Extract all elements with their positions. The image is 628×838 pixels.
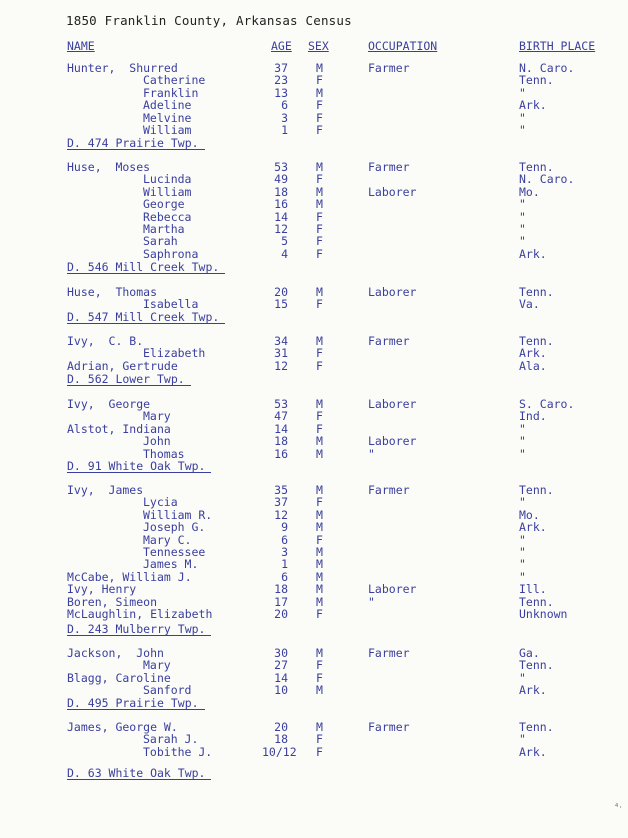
member-age: 17 xyxy=(274,594,288,609)
member-sex: M xyxy=(316,557,323,572)
table-row xyxy=(0,534,628,546)
member-birth-place: Tenn. xyxy=(519,720,554,734)
member-name: Blagg, Caroline xyxy=(67,670,171,685)
member-age: 13 xyxy=(274,85,288,100)
member-name: William xyxy=(143,184,192,199)
member-name: Sanford xyxy=(143,683,192,698)
page-mark: ⁴⸱ xyxy=(614,803,622,813)
member-age: 16 xyxy=(274,197,288,212)
member-birth-place: " xyxy=(519,421,526,436)
table-row xyxy=(0,173,628,185)
member-age: 31 xyxy=(274,346,288,361)
township-label: D. 63 White Oak Twp. xyxy=(67,767,211,780)
table-row xyxy=(0,347,628,359)
member-age: 9 xyxy=(281,520,288,535)
member-name: Catherine xyxy=(143,73,206,88)
member-name: James, George W. xyxy=(67,720,178,734)
member-sex: F xyxy=(316,495,323,510)
member-age: 20 xyxy=(274,285,288,299)
member-occupation: Laborer xyxy=(368,184,417,199)
member-occupation: Farmer xyxy=(368,334,410,348)
member-name: James M. xyxy=(143,557,199,572)
member-occupation: " xyxy=(368,594,375,609)
member-sex: F xyxy=(316,222,323,236)
member-sex: F xyxy=(316,209,323,224)
member-birth-place: " xyxy=(519,732,526,747)
member-age: 27 xyxy=(274,658,288,673)
member-birth-place: Ark. xyxy=(519,98,547,113)
table-row xyxy=(0,186,628,198)
member-age: 10/12 xyxy=(262,744,297,759)
township-label: D. 474 Prairie Twp. xyxy=(67,137,205,150)
member-age: 14 xyxy=(274,209,288,224)
member-age: 14 xyxy=(274,670,288,685)
table-row xyxy=(0,112,628,124)
member-sex: M xyxy=(316,397,323,411)
member-name: Joseph G. xyxy=(143,520,206,535)
member-sex: F xyxy=(316,246,323,261)
table-row xyxy=(0,298,628,310)
table-row xyxy=(0,733,628,745)
header-sex: SEX xyxy=(308,39,329,53)
member-age: 18 xyxy=(274,184,288,199)
member-age: 34 xyxy=(274,334,288,348)
member-sex: F xyxy=(316,73,323,88)
member-age: 23 xyxy=(274,73,288,88)
member-name: Elizabeth xyxy=(143,346,206,361)
member-sex: M xyxy=(316,446,323,461)
table-row xyxy=(0,360,628,372)
member-name: Adrian, Gertrude xyxy=(67,358,178,373)
member-birth-place: " xyxy=(519,234,526,249)
member-name: Tennessee xyxy=(143,545,206,559)
table-row xyxy=(0,558,628,570)
member-name: Saphrona xyxy=(143,246,199,261)
member-name: Martha xyxy=(143,222,185,236)
member-birth-place: " xyxy=(519,197,526,212)
member-sex: F xyxy=(316,744,323,759)
member-age: 16 xyxy=(274,446,288,461)
table-row xyxy=(0,99,628,111)
table-row xyxy=(0,583,628,595)
member-age: 15 xyxy=(274,297,288,312)
member-age: 1 xyxy=(281,123,288,137)
member-name: McLaughlin, Elizabeth xyxy=(67,607,213,621)
township-label: D. 243 Mulberry Twp. xyxy=(67,623,211,636)
member-sex: F xyxy=(316,110,323,125)
member-birth-place: " xyxy=(519,557,526,572)
member-age: 6 xyxy=(281,569,288,584)
member-birth-place: Tenn. xyxy=(519,285,554,299)
member-birth-place: Tenn. xyxy=(519,483,554,497)
header-name: NAME xyxy=(67,39,95,53)
member-occupation: Farmer xyxy=(368,646,410,660)
member-age: 3 xyxy=(281,545,288,559)
member-birth-place: Tenn. xyxy=(519,334,554,348)
member-sex: F xyxy=(316,409,323,424)
member-name: Franklin xyxy=(143,85,199,100)
member-birth-place: Ill. xyxy=(519,582,547,597)
table-row xyxy=(0,74,628,86)
member-age: 47 xyxy=(274,409,288,424)
member-sex: F xyxy=(316,732,323,747)
member-sex: M xyxy=(316,434,323,449)
member-occupation: Laborer xyxy=(368,397,417,411)
header-occupation: OCCUPATION xyxy=(368,39,438,53)
table-row xyxy=(0,608,628,620)
table-row xyxy=(0,423,628,435)
member-age: 12 xyxy=(274,358,288,373)
township-label: D. 546 Mill Creek Twp. xyxy=(67,261,225,274)
member-sex: F xyxy=(316,346,323,361)
member-occupation: Farmer xyxy=(368,160,410,174)
member-sex: M xyxy=(316,507,323,522)
member-age: 12 xyxy=(274,507,288,522)
member-birth-place: Mo. xyxy=(519,507,540,522)
member-age: 18 xyxy=(274,434,288,449)
member-sex: M xyxy=(316,520,323,535)
table-row xyxy=(0,211,628,223)
table-row xyxy=(0,124,628,136)
member-age: 37 xyxy=(274,61,288,75)
member-birth-place: " xyxy=(519,209,526,224)
member-sex: M xyxy=(316,197,323,212)
member-birth-place: " xyxy=(519,123,526,137)
member-name: Tobithe J. xyxy=(143,744,213,759)
table-row xyxy=(0,659,628,671)
member-sex: M xyxy=(316,720,323,734)
member-birth-place: Va. xyxy=(519,297,540,312)
member-occupation: Laborer xyxy=(368,434,417,449)
member-name: Sarah xyxy=(143,234,178,249)
member-birth-place: " xyxy=(519,545,526,559)
member-age: 6 xyxy=(281,98,288,113)
member-name: Adeline xyxy=(143,98,192,113)
member-sex: F xyxy=(316,658,323,673)
member-age: 1 xyxy=(281,557,288,572)
member-birth-place: " xyxy=(519,222,526,236)
member-birth-place: N. Caro. xyxy=(519,61,575,75)
member-birth-place: Ind. xyxy=(519,409,547,424)
member-occupation: Farmer xyxy=(368,61,410,75)
table-row xyxy=(0,546,628,558)
member-sex: M xyxy=(316,594,323,609)
member-age: 6 xyxy=(281,532,288,547)
member-birth-place: S. Caro. xyxy=(519,397,575,411)
member-birth-place: Ark. xyxy=(519,346,547,361)
member-sex: F xyxy=(316,607,323,621)
member-name: Rebecca xyxy=(143,209,192,224)
member-age: 3 xyxy=(281,110,288,125)
member-age: 18 xyxy=(274,582,288,597)
member-age: 53 xyxy=(274,160,288,174)
header-birth-place: BIRTH PLACE xyxy=(519,39,596,53)
table-row xyxy=(0,223,628,235)
table-row xyxy=(0,235,628,247)
member-name: William R. xyxy=(143,507,213,522)
member-age: 35 xyxy=(274,483,288,497)
table-row xyxy=(0,484,628,496)
member-name: McCabe, William J. xyxy=(67,569,192,584)
township-label: D. 91 White Oak Twp. xyxy=(67,460,211,473)
member-name: William xyxy=(143,123,192,137)
member-name: Mary xyxy=(143,409,171,424)
member-birth-place: Tenn. xyxy=(519,73,554,88)
member-sex: F xyxy=(316,234,323,249)
member-age: 49 xyxy=(274,172,288,187)
member-occupation: Farmer xyxy=(368,720,410,734)
member-name: Ivy, George xyxy=(67,397,151,411)
member-birth-place: N. Caro. xyxy=(519,172,575,187)
member-name: Sarah J. xyxy=(143,732,199,747)
member-birth-place: Ark. xyxy=(519,744,547,759)
member-name: Huse, Thomas xyxy=(67,285,158,299)
table-row xyxy=(0,435,628,447)
member-age: 10 xyxy=(274,683,288,698)
member-sex: F xyxy=(316,421,323,436)
member-name: Lycia xyxy=(143,495,178,510)
member-sex: F xyxy=(316,123,323,137)
member-age: 5 xyxy=(281,234,288,249)
member-age: 37 xyxy=(274,495,288,510)
member-name: Ivy, C. B. xyxy=(67,334,144,348)
member-age: 20 xyxy=(274,607,288,621)
header-age: AGE xyxy=(271,39,292,53)
member-sex: M xyxy=(316,334,323,348)
township-label: D. 547 Mill Creek Twp. xyxy=(67,311,225,324)
member-sex: M xyxy=(316,646,323,660)
member-birth-place: " xyxy=(519,495,526,510)
member-age: 30 xyxy=(274,646,288,660)
member-sex: F xyxy=(316,297,323,312)
member-birth-place: " xyxy=(519,110,526,125)
member-sex: M xyxy=(316,160,323,174)
member-birth-place: Mo. xyxy=(519,184,540,199)
member-sex: M xyxy=(316,285,323,299)
table-row xyxy=(0,248,628,260)
table-row xyxy=(0,496,628,508)
member-sex: F xyxy=(316,358,323,373)
township-label: D. 562 Lower Twp. xyxy=(67,373,191,386)
member-name: Ivy, James xyxy=(67,483,144,497)
member-name: John xyxy=(143,434,171,449)
member-birth-place: " xyxy=(519,532,526,547)
table-row xyxy=(0,684,628,696)
member-name: Ivy, Henry xyxy=(67,582,137,597)
member-occupation: Laborer xyxy=(368,582,417,597)
member-sex: F xyxy=(316,532,323,547)
member-age: 18 xyxy=(274,732,288,747)
member-birth-place: " xyxy=(519,670,526,685)
member-name: Melvine xyxy=(143,110,192,125)
table-row xyxy=(0,410,628,422)
member-name: Alstot, Indiana xyxy=(67,421,171,436)
member-birth-place: Tenn. xyxy=(519,160,554,174)
member-age: 53 xyxy=(274,397,288,411)
township-label: D. 495 Prairie Twp. xyxy=(67,697,205,710)
member-name: Jackson, John xyxy=(67,646,164,660)
member-name: Mary C. xyxy=(143,532,192,547)
table-row xyxy=(0,198,628,210)
table-row xyxy=(0,521,628,533)
member-birth-place: Ala. xyxy=(519,358,547,373)
member-sex: M xyxy=(316,483,323,497)
member-birth-place: " xyxy=(519,434,526,449)
member-occupation: " xyxy=(368,446,375,461)
member-age: 12 xyxy=(274,222,288,236)
member-sex: M xyxy=(316,184,323,199)
member-name: Hunter, Shurred xyxy=(67,61,178,75)
member-name: Boren, Simeon xyxy=(67,594,158,609)
member-sex: F xyxy=(316,98,323,113)
member-birth-place: " xyxy=(519,85,526,100)
member-name: Thomas xyxy=(143,446,185,461)
member-birth-place: " xyxy=(519,446,526,461)
member-name: Lucinda xyxy=(143,172,192,187)
member-sex: M xyxy=(316,569,323,584)
member-age: 20 xyxy=(274,720,288,734)
table-row xyxy=(0,721,628,733)
member-age: 4 xyxy=(281,246,288,261)
member-name: Mary xyxy=(143,658,171,673)
member-sex: F xyxy=(316,670,323,685)
member-occupation: Farmer xyxy=(368,483,410,497)
member-sex: M xyxy=(316,61,323,75)
member-name: Huse, Moses xyxy=(67,160,151,174)
member-name: Isabella xyxy=(143,297,199,312)
member-birth-place: Ga. xyxy=(519,646,540,660)
member-birth-place: Tenn. xyxy=(519,658,554,673)
member-name: George xyxy=(143,197,185,212)
member-birth-place: Tenn. xyxy=(519,594,554,609)
member-sex: F xyxy=(316,172,323,187)
page-title: 1850 Franklin County, Arkansas Census xyxy=(66,13,352,28)
member-birth-place: " xyxy=(519,569,526,584)
member-occupation: Laborer xyxy=(368,285,417,299)
table-row xyxy=(0,746,628,758)
member-sex: M xyxy=(316,545,323,559)
member-sex: M xyxy=(316,683,323,698)
member-sex: M xyxy=(316,582,323,597)
member-birth-place: Ark. xyxy=(519,246,547,261)
member-birth-place: Ark. xyxy=(519,520,547,535)
member-age: 14 xyxy=(274,421,288,436)
member-sex: M xyxy=(316,85,323,100)
member-birth-place: Unknown xyxy=(519,607,568,621)
member-birth-place: Ark. xyxy=(519,683,547,698)
